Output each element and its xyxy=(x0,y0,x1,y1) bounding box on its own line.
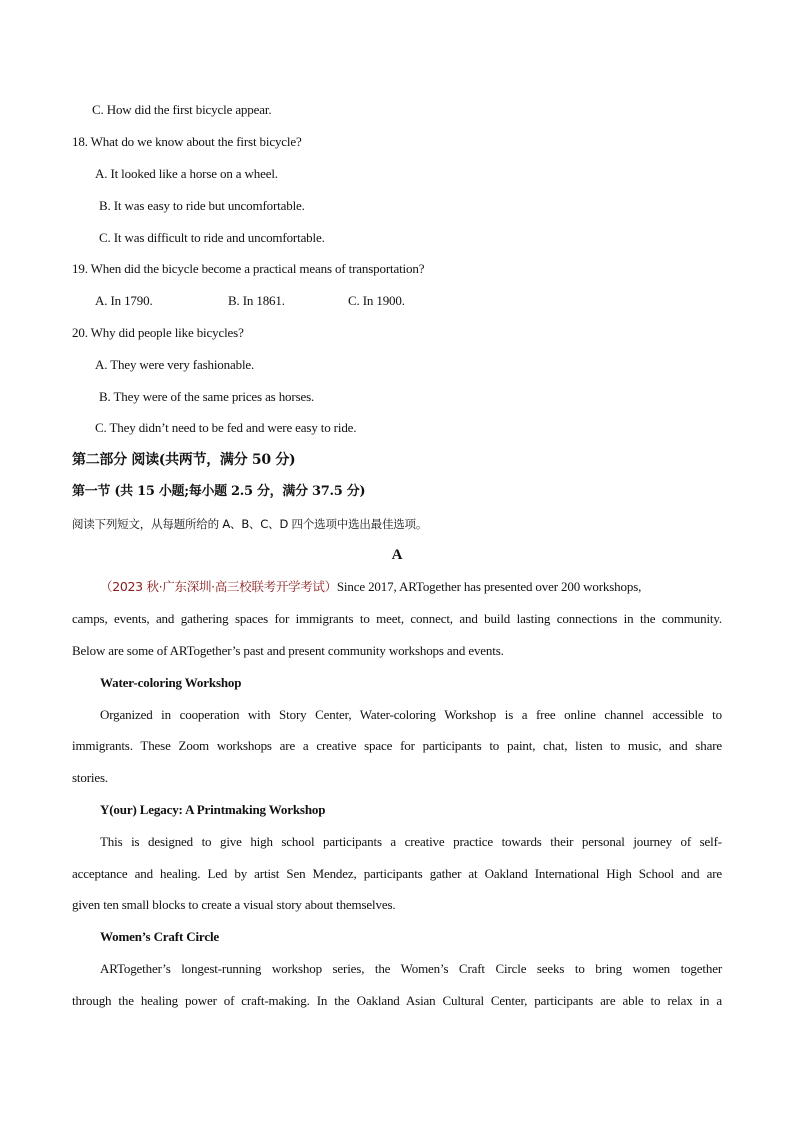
q20-option-b: B. They were of the same prices as horses. xyxy=(99,389,315,404)
intro-line-1 xyxy=(100,578,641,596)
section-title: 第一节 (共 15 小题;每小题 2.5 分，满分 37.5 分) xyxy=(72,484,366,499)
workshop-2-line-2: acceptance and healing. Led by artist Sen Mendez, participants gather at Oakland International High School and are xyxy=(72,866,722,881)
source-citation: （2023 秋·广东深圳·高三校联考开学考试） xyxy=(100,579,337,594)
q19-option-b: B. In 1861. xyxy=(228,293,285,308)
instruction: 阅读下列短文，从每题所给的 A、B、C、D 四个选项中选出最佳选项。 xyxy=(72,517,428,531)
q18-option-c: C. It was difficult to ride and uncomfortable. xyxy=(99,230,325,245)
workshop-2-line-3: given ten small blocks to create a visual story about themselves. xyxy=(72,897,396,912)
q18-stem: 18. What do we know about the first bicycle? xyxy=(72,134,302,149)
q18-option-a: A. It looked like a horse on a wheel. xyxy=(95,166,278,181)
q17-option-c: C. How did the first bicycle appear. xyxy=(92,102,272,117)
part-title: 第二部分 阅读(共两节，满分 50 分) xyxy=(72,452,296,468)
workshop-1-line-3: stories. xyxy=(72,770,108,785)
intro-line-1-text: Since 2017, ARTogether has presented over 200 workshops, xyxy=(336,579,642,594)
q19-option-c: C. In 1900. xyxy=(348,293,405,308)
workshop-3-line-1: ARTogether’s longest-running workshop series, the Women’s Craft Circle seeks to bring women together xyxy=(100,961,722,976)
q20-option-c: C. They didn’t need to be fed and were easy to ride. xyxy=(95,420,357,435)
workshop-1-line-1: Organized in cooperation with Story Center, Water-coloring Workshop is a free online channel accessible to xyxy=(100,707,722,722)
q18-option-b: B. It was easy to ride but uncomfortable. xyxy=(99,198,305,213)
passage-label: A xyxy=(391,547,403,563)
workshop-1-title: Water-coloring Workshop xyxy=(100,675,242,690)
workshop-2-title: Y(our) Legacy: A Printmaking Workshop xyxy=(100,802,326,817)
workshop-1-line-2: immigrants. These Zoom workshops are a creative space for participants to paint, chat, listen to music, and share xyxy=(72,738,722,753)
intro-line-2: camps, events, and gathering spaces for immigrants to meet, connect, and build lasting connections in the community. xyxy=(72,611,722,626)
q20-stem: 20. Why did people like bicycles? xyxy=(72,325,244,340)
intro-line-3: Below are some of ARTogether’s past and present community workshops and events. xyxy=(72,643,504,658)
workshop-2-line-1: This is designed to give high school participants a creative practice towards their personal journey of self- xyxy=(100,834,722,849)
q19-stem: 19. When did the bicycle become a practical means of transportation? xyxy=(72,261,425,276)
workshop-3-line-2: through the healing power of craft-making. In the Oakland Asian Cultural Center, participants are able to relax in a xyxy=(72,993,722,1008)
q20-option-a: A. They were very fashionable. xyxy=(95,357,255,372)
workshop-3-title: Women’s Craft Circle xyxy=(100,929,220,944)
q19-option-a: A. In 1790. xyxy=(95,293,153,308)
